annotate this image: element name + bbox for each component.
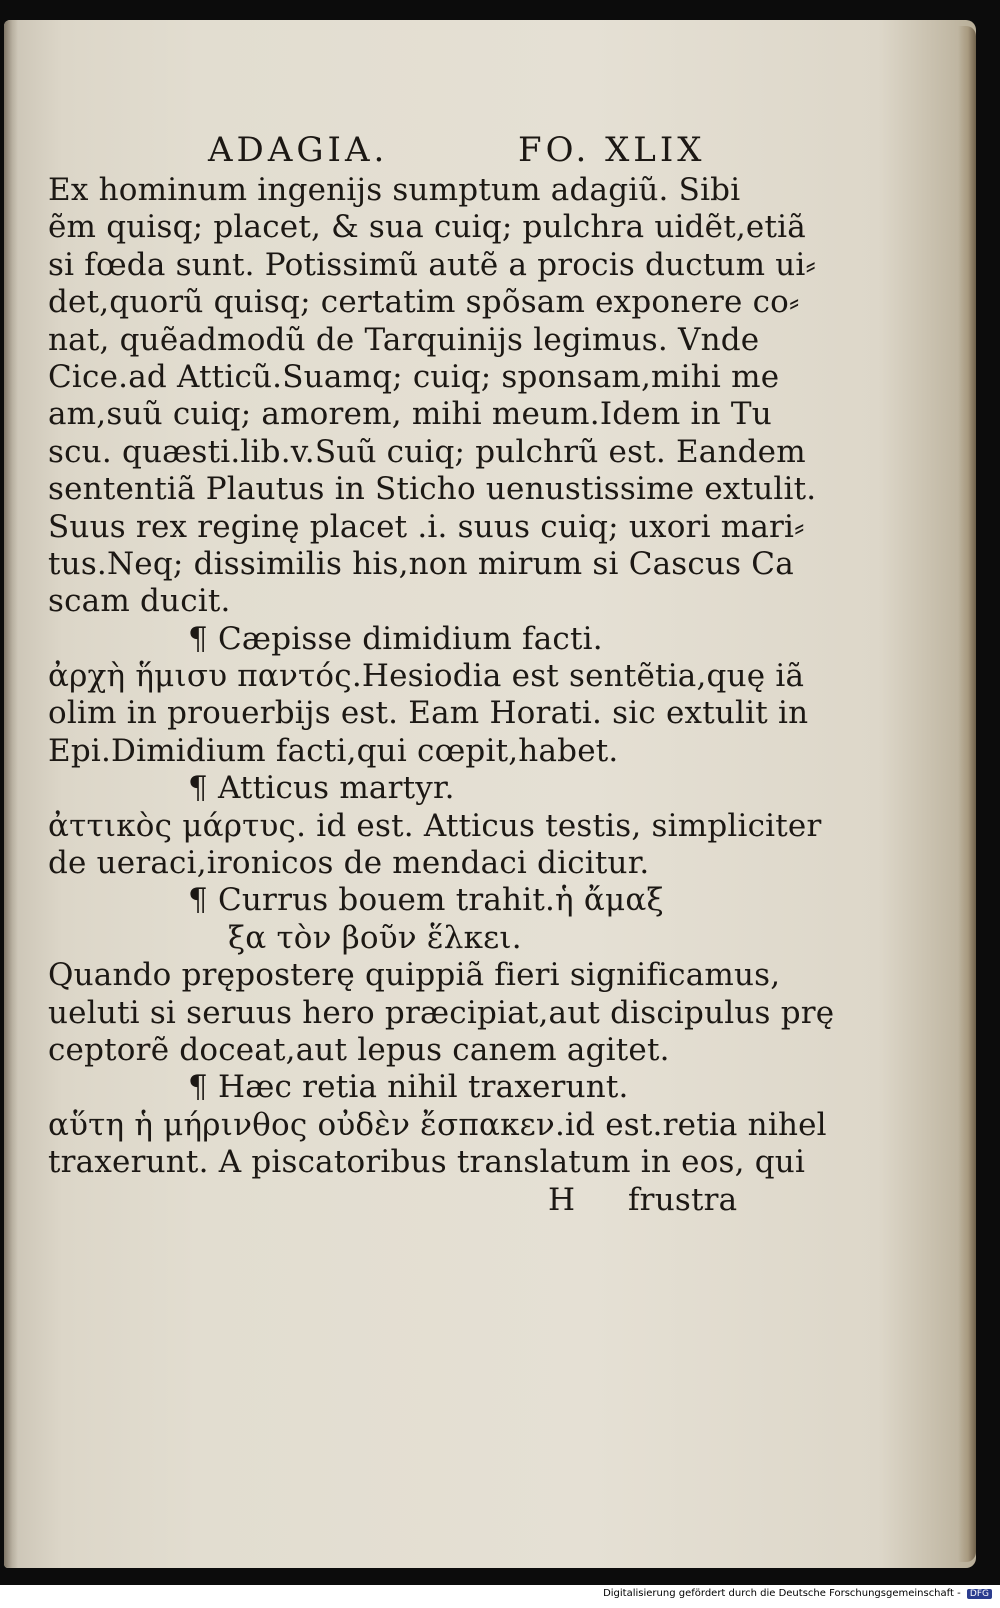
text-line: scu. quæsti.lib.v.Suũ cuiq; pulchrũ est. Eandem [48,433,806,470]
dfg-logo: DFG [967,1589,992,1599]
running-header [48,120,748,172]
text-line: ἀρχὴ ἥμισυ παντός.Hesiodia est sentẽtia,quę iã [48,658,805,695]
signature-mark: H [548,1181,576,1218]
adage-heading: ¶ Currus bouem trahit.ἡ ἄμαξ [188,882,664,919]
page-text [48,120,835,1219]
text-line: Ex hominum ingenijs sumptum adagiũ. Sibi [48,172,741,208]
text-line: am,suũ cuiq; amorem, mihi meum.Idem in Tu [48,396,772,433]
catchword: frustra [628,1181,738,1218]
text-line: traxerunt. A piscatoribus translatum in eos, qui [48,1144,806,1181]
text-line: ceptorẽ doceat,aut lepus canem agitet. [48,1031,670,1068]
text-line: sententiã Plautus in Sticho uenustissime extulit. [48,471,817,508]
adage-heading: ¶ Cæpisse dimidium facti. [188,620,603,657]
text-line: αὕτη ἡ μήρινθος οὐδὲν ἔσπακεν.id est.retia nihel [48,1106,827,1143]
adage-heading: ¶ Atticus martyr. [188,770,455,807]
credit-text: Digitalisierung gefördert durch die Deutsche Forschungsgemeinschaft - [603,1588,961,1599]
digitization-credit [603,1588,992,1599]
text-line: scam ducit. [48,583,231,620]
text-line: Cice.ad Atticũ.Suamq; cuiq; sponsam,mihi me [48,358,780,395]
text-line: Epi.Dimidium facti,qui cœpit,habet. [48,732,619,769]
text-line: Suus rex reginę placet .i. suus cuiq; uxori mari⸗ [48,508,805,545]
text-line: ẽm quisq; placet, & sua cuiq; pulchra uidẽt,etiã [48,209,806,246]
text-line: tus.Neq; dissimilis his,non mirum si Cascus Ca [48,545,794,582]
text-line: det,quorũ quisq; certatim spõsam exponere co⸗ [48,284,800,321]
header-title: ADAGIA. [208,130,389,170]
page-footer [48,1182,748,1219]
adage-heading: ¶ Hæc retia nihil traxerunt. [188,1069,629,1106]
text-line: de ueraci,ironicos de mendaci dicitur. [48,845,650,882]
text-line: nat, quẽadmodũ de Tarquinijs legimus. Vnde [48,321,760,358]
folio-number: FO. XLIX [518,130,706,170]
text-line: si fœda sunt. Potissimũ autẽ a procis ductum ui⸗ [48,246,817,283]
text-line: olim in prouerbijs est. Eam Horati. sic extulit in [48,695,809,732]
book-page [4,20,976,1568]
text-line: Quando pręposterę quippiã fieri significamus, [48,957,781,994]
adage-heading-greek: ξα τὸν βοῦν ἕλκει. [228,919,522,956]
text-line: ἀττικὸς μάρτυς. id est. Atticus testis, simpliciter [48,807,822,844]
text-line: ueluti si seruus hero præcipiat,aut discipulus prę [48,994,835,1031]
